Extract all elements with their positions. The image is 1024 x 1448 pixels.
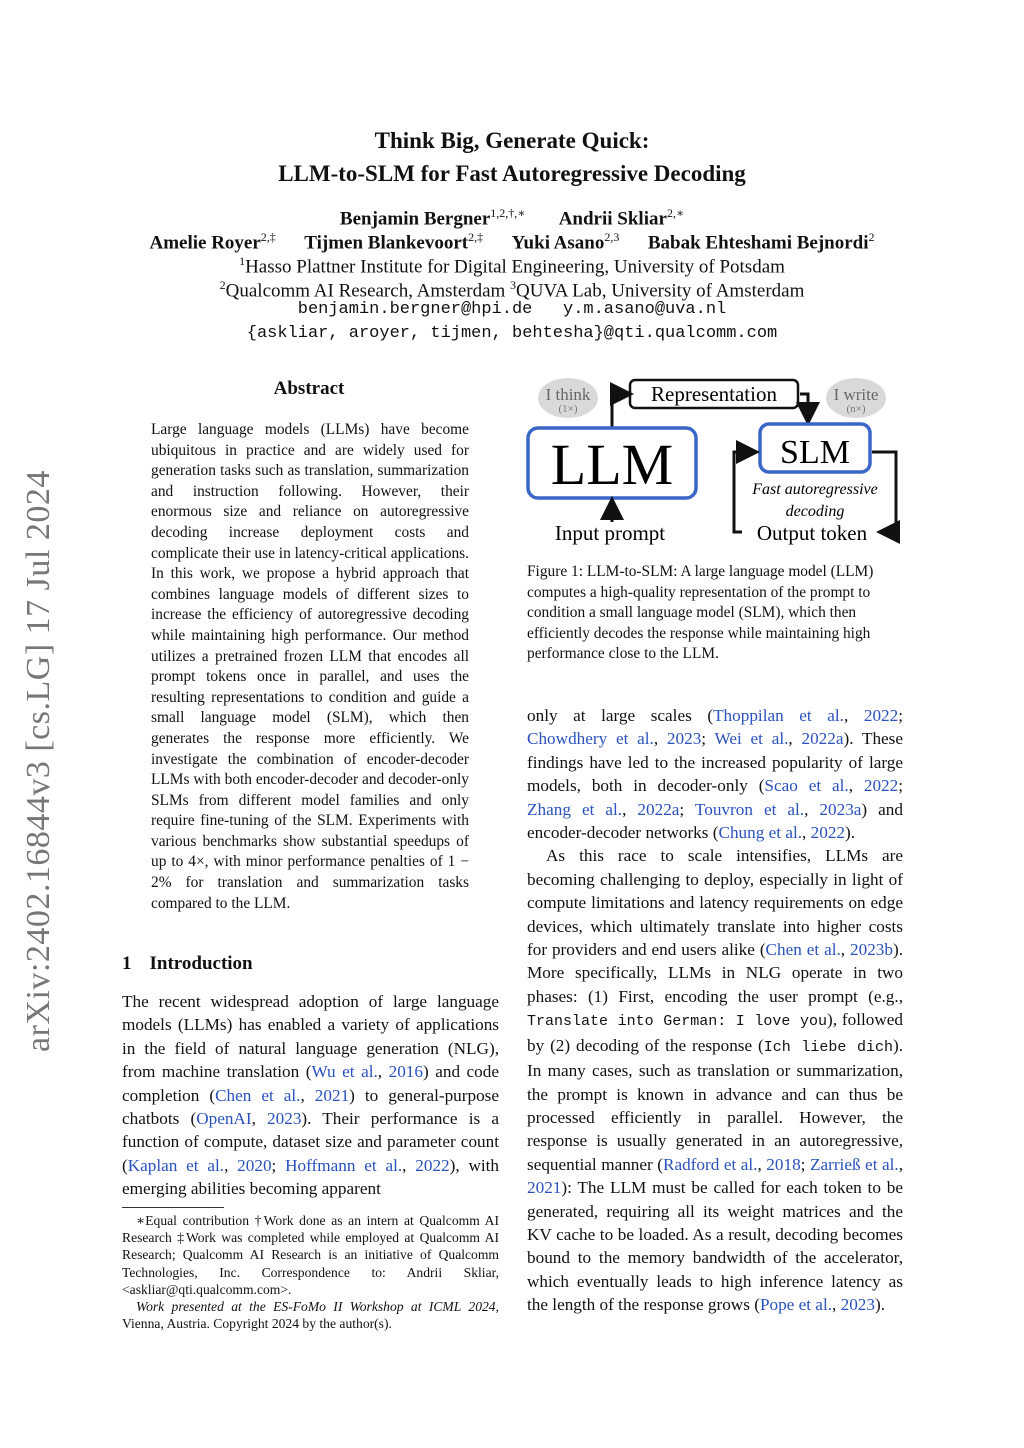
venue-rest: , Vienna, Austria. Copyright 2024 by the author(s). [122,1299,499,1332]
write-label: I write [833,385,879,404]
citation[interactable]: 2022a [637,799,680,819]
section-title: Introduction [149,953,253,974]
author-name: Yuki Asano [511,232,605,254]
citation[interactable]: 2023 [267,1109,302,1129]
title-line-2: LLM-to-SLM for Fast Autoregressive Decoding [278,161,746,186]
slm-label: SLM [780,434,850,471]
footnote-text: ∗Equal contribution †Work done as an intern at Qualcomm AI Research ‡Work was completed while employed at Qualcomm AI Research; Qualcomm AI Research is an initiative of Qualcomm Technologies, Inc. Correspondence to: Andrii Skliar, <askliar@qti.qualcomm.com>. [122,1213,499,1297]
author-name: Benjamin Bergner [339,208,491,230]
citation[interactable]: 2023 [840,1295,875,1315]
citation[interactable]: Thoppilan et al. [713,706,844,725]
text: ) to general-purpose chatbots ( [122,1085,499,1129]
citation[interactable]: Chowdhery et al. [527,729,654,749]
citation[interactable]: 2023 [666,729,702,749]
figure-1 [520,372,910,552]
citation[interactable]: Scao et al. [764,776,849,796]
text: ), with emerging abilities becoming apparent [122,1155,499,1199]
author-sup: 2,3 [604,230,620,244]
paragraph: As this race to scale intensifies, LLMs are becoming challenging to deploy, especially in light of compute limitations and latency requirements on edge devices, which ultimately translate into higher costs for providers and end users alike (Chen et al., 2023b). More specifically, LLMs in NLG operate in two phases: (1) First, encoding the user prompt (e.g., Translate into German: I love you), followed by (2) decoding of the response (Ich liebe dich). In many cases, such as translation or summarization, the prompt is known in advance and can thus be processed efficiently in parallel. However, the response is usually generated in an autoregressive, sequential manner (Radford et al., 2018; Zarrieß et al., 2021): The LLM must be called for each token to be generated, requiring all its weight matrices and the KV cache to be loaded. As a result, decoding becomes bound to the memory bandwidth of the accelerator, which eventually leads to high inference latency as the length of the response grows (Pope et al., 2023). [527,846,903,1315]
intro-paragraph: The recent widespread adoption of large language models (LLMs) has enabled a variety of applications in the field of natural language generation (NLG), from machine translation (Wu et al., 2016) and code completion (Chen et al., 2021) to general-purpose chatbots (OpenAI, 2023). Their performance is a function of compute, dataset size and parameter count (Kaplan et al., 2020; Hoffmann et al., 2022), with emerging abilities becoming apparent [122,992,500,1199]
title-line-1: Think Big, Generate Quick: [374,128,650,153]
arxiv-id: arXiv:2402.16844v3 [cs.LG] 17 Jul 2024 [20,470,57,1052]
citation[interactable]: Touvron et al. [694,799,805,819]
text: ) and code completion ( [122,1062,500,1105]
affiliation-text: Qualcomm AI Research, Amsterdam [225,280,506,302]
citation[interactable]: 2022a [801,729,844,749]
paper-title [0,124,1024,190]
citation[interactable]: Wu et al. [311,1062,378,1082]
affiliation-text: QUVA Lab, University of Amsterdam [516,280,805,302]
citation[interactable]: 2020 [237,1155,272,1175]
citation[interactable]: Wei et al. [714,729,789,749]
footnote-rule [122,1207,224,1208]
citation[interactable]: 2023b [850,940,893,960]
author-sup: 2,∗ [666,206,685,220]
input-label: Input prompt [554,521,666,545]
figure-caption: Figure 1: LLM-to-SLM: A large language model (LLM) computes a high-quality representation of the prompt to condition a small language model (SLM), which then efficiently decodes the response while maintaining high performance close to the LLM. [527,563,874,663]
text: ): The LLM must be called for each token to be generated, requiring all its weight matrices and the KV cache to be loaded. As a result, decoding becomes bound to the memory bandwidth of the accelerator, which eventually leads to high inference latency as the length of the response grows ( [527,1178,903,1315]
think-label: I think [545,385,591,404]
slm-sub-2: decoding [785,503,845,520]
section-heading [122,953,271,975]
citation[interactable]: 2023a [819,799,862,819]
citation[interactable]: Radford et al. [663,1154,758,1174]
abstract-text: Large language models (LLMs) have become ubiquitous in practice and are widely used for generation tasks such as translation, summarization and instruction following. However, their enormous size and reliance on autoregressive decoding increase deployment costs and complicate their use in latency-critical applications. In this work, we propose a hybrid approach that combines language models of different sizes to increase the efficiency of autoregressive decoding while maintaining high performance. Our method utilizes a pretrained frozen LLM that encodes all prompt tokens once in parallel, and uses the resulting representations to condition and guide a small language model (SLM), which then generates the response more efficiently. We investigate the combination of encoder-decoder LLMs with both encoder-decoder and decoder-only SLMs from different model families and only require fine-tuning of the SLM. Experiments with various benchmarks show substantial speedups of up to 4×, with minor performance penalties of 1 − 2% for translation and summarization tasks compared to the LLM. [151,421,469,912]
author-name: Amelie Royer [149,232,261,254]
author-sup: 2,‡ [468,230,484,244]
text: The recent widespread adoption of large language models (LLMs) has enabled a variety of applications in the field of natural language generation (NLG), from machine translation ( [122,992,499,1082]
citation[interactable]: 2021 [527,1178,562,1198]
text: ). In many cases, such as translation or summarization, the prompt is known in advance and can thus be processed efficiently in parallel. However, the response is usually generated in an autoregressive, sequential manner ( [527,1035,903,1174]
citation[interactable]: Zhang et al. [527,799,623,819]
venue-italic: Work presented at the ES-FoMo II Workshop at ICML 2024 [136,1299,496,1315]
email-line-1 [0,298,1024,322]
text: ). [845,823,856,843]
footnote [122,1212,499,1332]
slm-sub-1: Fast autoregressive [752,481,878,498]
text: ). These findings have led to the increased popularity of large models, both in decoder-only ( [527,729,903,796]
citation[interactable]: Chen et al. [765,940,841,960]
output-label: Output token [756,521,868,545]
citation[interactable]: 2022 [415,1155,450,1175]
author-name: Babak Ehteshami Bejnordi [647,232,869,254]
representation-label: Representation [651,382,777,406]
citation[interactable]: 2022 [863,706,899,725]
author-name: Andrii Skliar [558,208,667,230]
email: benjamin.bergner@hpi.de [297,300,533,319]
text: ). Their performance is a function of compute, dataset size and parameter count ( [122,1109,499,1175]
citation[interactable]: Hoffmann et al. [285,1155,403,1175]
arxiv-sidebar [20,470,60,1092]
write-mult: (n×) [846,403,866,415]
section-number: 1 [122,953,132,974]
author-sup: 2 [868,230,875,244]
text: ). [874,1295,886,1315]
affiliation-sup: 2 [219,278,226,292]
citation[interactable]: Pope et al. [759,1295,833,1315]
llm-label: LLM [550,432,674,497]
code-response: Ich liebe dich [763,1038,893,1056]
footnote-venue [122,1298,499,1332]
citation[interactable]: Chen et al. [215,1085,301,1105]
affiliation-text: Hasso Plattner Institute for Digital Engineering, University of Potsdam [245,256,785,278]
code-prompt: Translate into German: I love you [527,1013,827,1031]
abstract-heading: Abstract [273,378,345,399]
author-name: Tijmen Blankevoort [304,232,469,254]
citation[interactable]: 2016 [388,1062,423,1082]
text: ) and encoder-decoder networks ( [527,799,903,843]
text: As this race to scale intensifies, LLMs are becoming challenging to deploy, especially in light of compute limitations and latency requirements on edge devices, which ultimately translate into higher costs for providers and end users alike ( [527,846,903,960]
citation[interactable]: OpenAI [196,1109,252,1129]
paragraph: only at large scales (Thoppilan et al., 2022; Chowdhery et al., 2023; Wei et al., 2022a). These findings have led to the increased popularity of large models, both in decoder-only (Scao et al., 2022; Zhang et al., 2022a; Touvron et al., 2023a) and encoder-decoder networks (Chung et al., 2022). [527,706,904,843]
citation[interactable]: Kaplan et al. [127,1155,225,1175]
text: ). More specifically, LLMs in NLG operate in two phases: (1) First, encoding the user prompt (e.g., [527,940,903,1006]
email: y.m.asano@uva.nl [563,300,727,319]
think-mult: (1×) [558,403,578,415]
citation[interactable]: 2022 [863,776,899,796]
right-column [527,704,903,1317]
text: only at large scales ( [527,706,714,725]
affiliation-sup: 3 [510,278,517,292]
figure-diagram [520,372,910,552]
citation[interactable]: Chung et al. [718,823,803,843]
author-sup: 2,‡ [260,230,276,244]
affiliation-sup: 1 [239,254,246,268]
citation[interactable]: 2018 [766,1154,801,1174]
citation[interactable]: 2021 [314,1085,350,1105]
author-sup: 1,2,†,∗ [490,206,526,220]
citation[interactable]: Zarrieß et al. [809,1154,899,1174]
citation[interactable]: 2022 [810,823,846,843]
text: ), followed by (2) decoding of the response ( [527,1010,903,1055]
email-line-2: {askliar, aroyer, tijmen, behtesha}@qti.qualcomm.com [246,324,778,343]
